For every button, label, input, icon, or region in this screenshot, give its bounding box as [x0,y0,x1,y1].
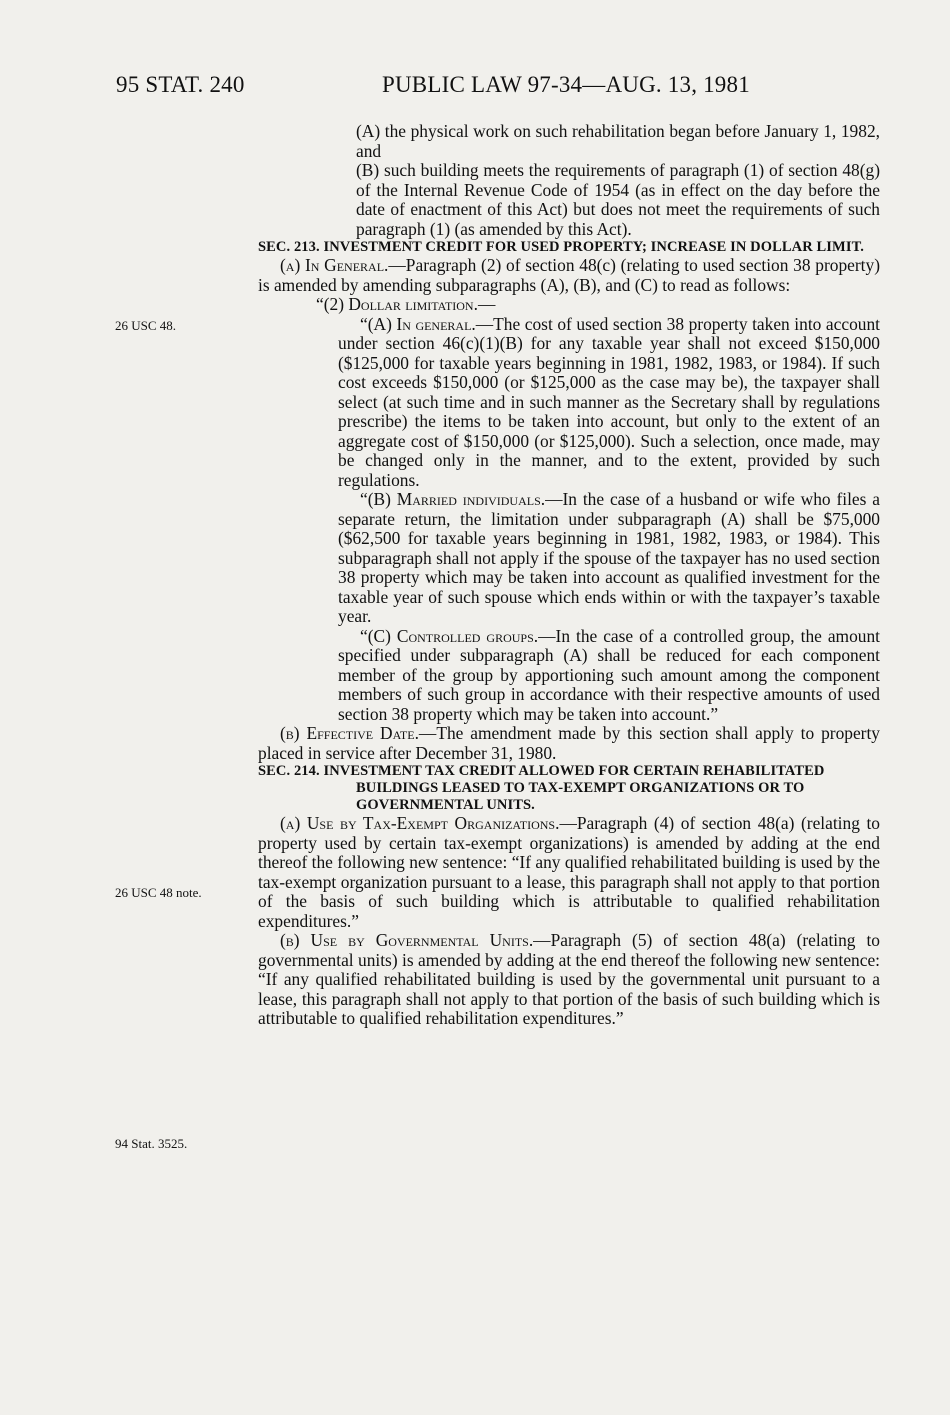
section-214-b-text: Paragraph (5) of section 48(a) (relating to governmental units) is amended by adding at the end thereof the following new sentence: “If any qualified rehabilitated building is used by the governmental unit pursuant to a lease, this paragraph shall not apply to that portion of the basis of such building which is attributable to qualified rehabilitation expenditures.” [258,930,880,1028]
section-213-a [258,256,880,295]
married-individuals-heading: “(B) Married individuals.— [360,489,563,509]
section-214-b-heading: (b) Use by Governmental Units.— [280,930,551,950]
clause-b-text: (B) such building meets the requirements of paragraph (1) of section 48(g) of the Internal Revenue Code of 1954 (as in effect on the day before the date of enactment of this Act) but does not meet the requirements of such paragraph (1) (as amended by this Act). [356,160,880,239]
margin-note-26usc48: 26 USC 48. [115,318,177,333]
section-214-a-text: Paragraph (4) of section 48(a) (relating to property used by certain tax-exempt organizations) is amended by adding at the end thereof the following new sentence: “If any qualified rehabilitated building is used by the tax-exempt organization pursuant to a lease, this paragraph shall not apply to that portion of the basis of such building which is attributable to qualified rehabilitation expenditures.” [258,813,880,931]
effective-date-paragraph [258,724,880,763]
clause-b [258,161,880,239]
in-general-heading: “(A) In general.— [360,313,494,334]
margin-note-94stat3525: 94 Stat. 3525. [115,1136,188,1151]
controlled-groups-paragraph [338,627,880,725]
dollar-limitation-block [258,315,880,725]
section-213-a-text: Paragraph (2) of section 48(c) (relating to used section 38 property) is amended by amending subparagraphs (A), (B), and (C) to read as follows: [258,255,880,295]
in-general-text: The cost of used section 38 property taken into account under section 46(c)(1)(B) for any taxable year shall not exceed $150,000 ($125,000 for taxable years beginning in 1981, 1982, 1983, or 1984). If such cost exceeds $150,000 (or $125,000 as the case may be), the taxpayer shall select (at such time and in such manner as the Secretary shall by regulations prescribe) the items to be taken into account, but only to the extent of an aggregate cost of $150,000 (or $125,000). Such a selection, once made, may be changed only in the manner, and to the extent, provided by such regulations. [338,313,880,490]
dollar-limitation-heading [258,295,880,315]
controlled-groups-text: In the case of a controlled group, the amount specified under subparagraph (A) shall be reduced for each component member of the group by apportioning such amount among the component members of such group in accordance with their respective amounts of used section 38 property which may be taken into account.” [338,625,880,724]
page-stat-number: 95 STAT. 240 [116,72,245,97]
section-214-heading: SEC. 214. INVESTMENT TAX CREDIT ALLOWED FOR CERTAIN REHABILITATED BUILDINGS LEASED TO TAX-EXEMPT ORGANIZATIONS OR TO GOVERNMENTAL UNITS. [258,763,825,813]
section-214-b [258,931,880,1029]
margin-note-26usc48-note: 26 USC 48 note. [115,885,202,900]
married-individuals-text: In the case of a husband or wife who files a separate return, the limitation under subparagraph (A) shall be $75,000 ($62,500 for taxable years beginning in 1981, 1982, 1983, or 1984). This subparagraph shall not apply if the spouse of the taxpayer has no used section 38 property which may be taken into account as qualified investment for the taxable year of such spouse which ends within or with the taxpayer’s taxable year. [338,489,880,626]
section-213-a-heading: (a) In General.— [280,255,406,275]
married-individuals-paragraph [338,490,880,627]
clause-a: (A) the physical work on such rehabilitation began before January 1, 1982, and [356,121,880,161]
effective-date-heading: (b) Effective Date.— [280,723,437,743]
section-213-heading: SEC. 213. INVESTMENT CREDIT FOR USED PROPERTY; INCREASE IN DOLLAR LIMIT. [258,239,864,255]
document-body [258,122,880,1029]
page-title: PUBLIC LAW 97-34—AUG. 13, 1981 [382,72,750,97]
in-general-paragraph [338,315,880,491]
effective-date-text: The amendment made by this section shall apply to property placed in service after December 31, 1980. [258,723,881,763]
controlled-groups-heading: “(C) Controlled groups.— [360,625,556,646]
dollar-limitation-label: “(2) Dollar limitation.— [316,294,496,314]
section-214-a [258,814,880,931]
section-214-a-heading: (a) Use by Tax-Exempt Organizations.— [280,813,577,833]
